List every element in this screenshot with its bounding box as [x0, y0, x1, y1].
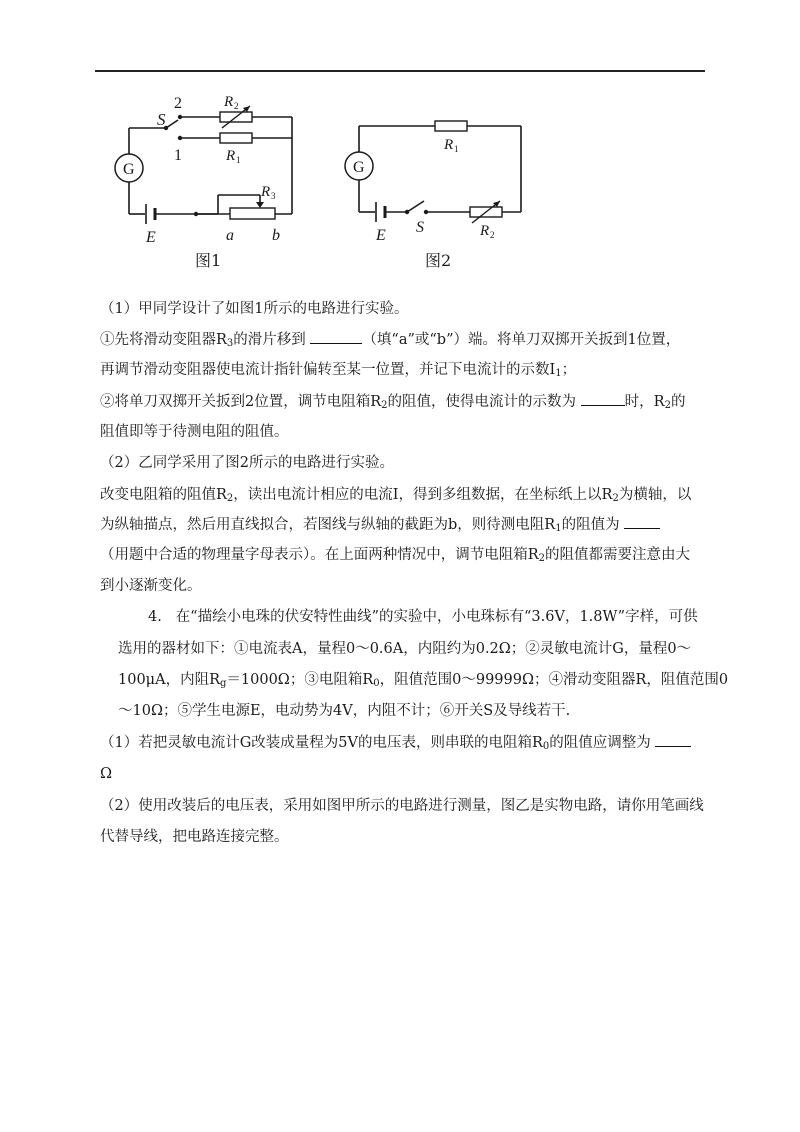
p4-q1-line1: （1）若把灵敏电流计G改装成量程为5V的电压表，则串联的电阻箱$R_0$的阻值应调整为: [100, 733, 691, 753]
q1-step2-line1: ②将单刀双掷开关扳到2位置，调节电阻箱$R_2$的阻值，使得电流计的示数为 时，$R_2$的: [100, 394, 686, 411]
problem-4-line1: 4. 在“描绘小电珠的伏安特性曲线”的实验中，小电珠标有“3.6V，1.8W”字样，可供: [148, 609, 698, 625]
p4-q2-line1: （2）使用改装后的电压表，采用如图甲所示的电路进行测量，图乙是实物电路，请你用笔画线: [100, 798, 704, 814]
label-b: b: [272, 227, 280, 244]
q1-step1-line2: 再调节滑动变阻器使电流计指针偏转至某一位置，并记下电流计的示数$I_1$；: [100, 362, 577, 379]
resistor-r1: [435, 121, 467, 131]
answer-blank-2[interactable]: [581, 393, 625, 406]
label-e: E: [376, 227, 386, 244]
problem-4-line3: 100μA，内阻$R_g=1000\Omega$；③电阻箱$R_0$，阻值范围0～99999Ω；④滑动变阻器R，阻值范围0: [118, 672, 729, 689]
resistor-r1: [220, 133, 252, 143]
problem-4-line2: 选用的器材如下：①电流表A，量程0～0.6A，内阻约为0.2Ω；②灵敏电流计G，量程0～: [118, 641, 692, 657]
answer-blank-4[interactable]: [655, 734, 691, 747]
problem-4-line4: ～10Ω；⑤学生电源E，电动势为4V，内阻不计；⑥开关S及导线若干.: [118, 703, 571, 719]
label-1: 1: [174, 147, 182, 164]
q2-line3: （用题中合适的物理量字母表示）。在上面两种情况中，调节电阻箱$R_2$的阻值都需要注意由大: [100, 547, 691, 564]
p4-q2-line2: 代替导线，把电路连接完整。: [100, 829, 289, 845]
svg-text:3: 3: [271, 191, 276, 201]
rheostat-slider: [256, 202, 264, 208]
answer-blank-1[interactable]: [310, 331, 362, 344]
q2-line2: 为纵轴描点，然后用直线拟合，若图线与纵轴的截距为b，则待测电阻$R_1$的阻值为: [100, 515, 660, 535]
answer-blank-3[interactable]: [624, 516, 660, 529]
label-r2: R: [224, 94, 234, 110]
q1-intro: （1）甲同学设计了如图1所示的电路进行实验。: [100, 301, 409, 317]
label-r3: R: [261, 184, 271, 200]
header-rule: [95, 70, 705, 72]
figure-2-caption: 图2: [425, 251, 452, 270]
p4-q1-unit: Ω: [100, 766, 113, 782]
svg-text:2: 2: [490, 230, 495, 240]
svg-text:2: 2: [234, 101, 239, 111]
figure-1-caption: 图1: [195, 251, 222, 270]
label-r2: R: [480, 223, 490, 239]
q2-intro: （2）乙同学采用了图2所示的电路进行实验。: [100, 455, 394, 471]
label-s: S: [157, 110, 166, 129]
q2-line1: 改变电阻箱的阻值$R_2$，读出电流计相应的电流I，得到多组数据，在坐标纸上以$R_2$为横轴，以: [100, 487, 692, 504]
label-g: G: [123, 161, 135, 178]
q1-step2-line2: 阻值即等于待测电阻的阻值。: [100, 424, 289, 440]
circuit-figure-2: [330, 100, 540, 250]
label-r1: R: [444, 137, 454, 153]
q1-step1-line1: ①先将滑动变阻器$R_3$的滑片移到 （填“a”或“b”）端。将单刀双掷开关扳到1位置，: [100, 332, 681, 349]
label-e: E: [146, 229, 156, 246]
label-g: G: [353, 159, 365, 176]
label-a: a: [226, 227, 234, 244]
label-r1: R: [226, 148, 236, 164]
rheostat-r3: [230, 208, 275, 219]
svg-text:1: 1: [236, 155, 241, 165]
label-s: S: [416, 219, 424, 236]
label-2: 2: [174, 95, 182, 112]
svg-text:1: 1: [454, 144, 459, 154]
problem-number: 4.: [148, 609, 162, 625]
q2-line4: 到小逐渐变化。: [100, 578, 202, 594]
